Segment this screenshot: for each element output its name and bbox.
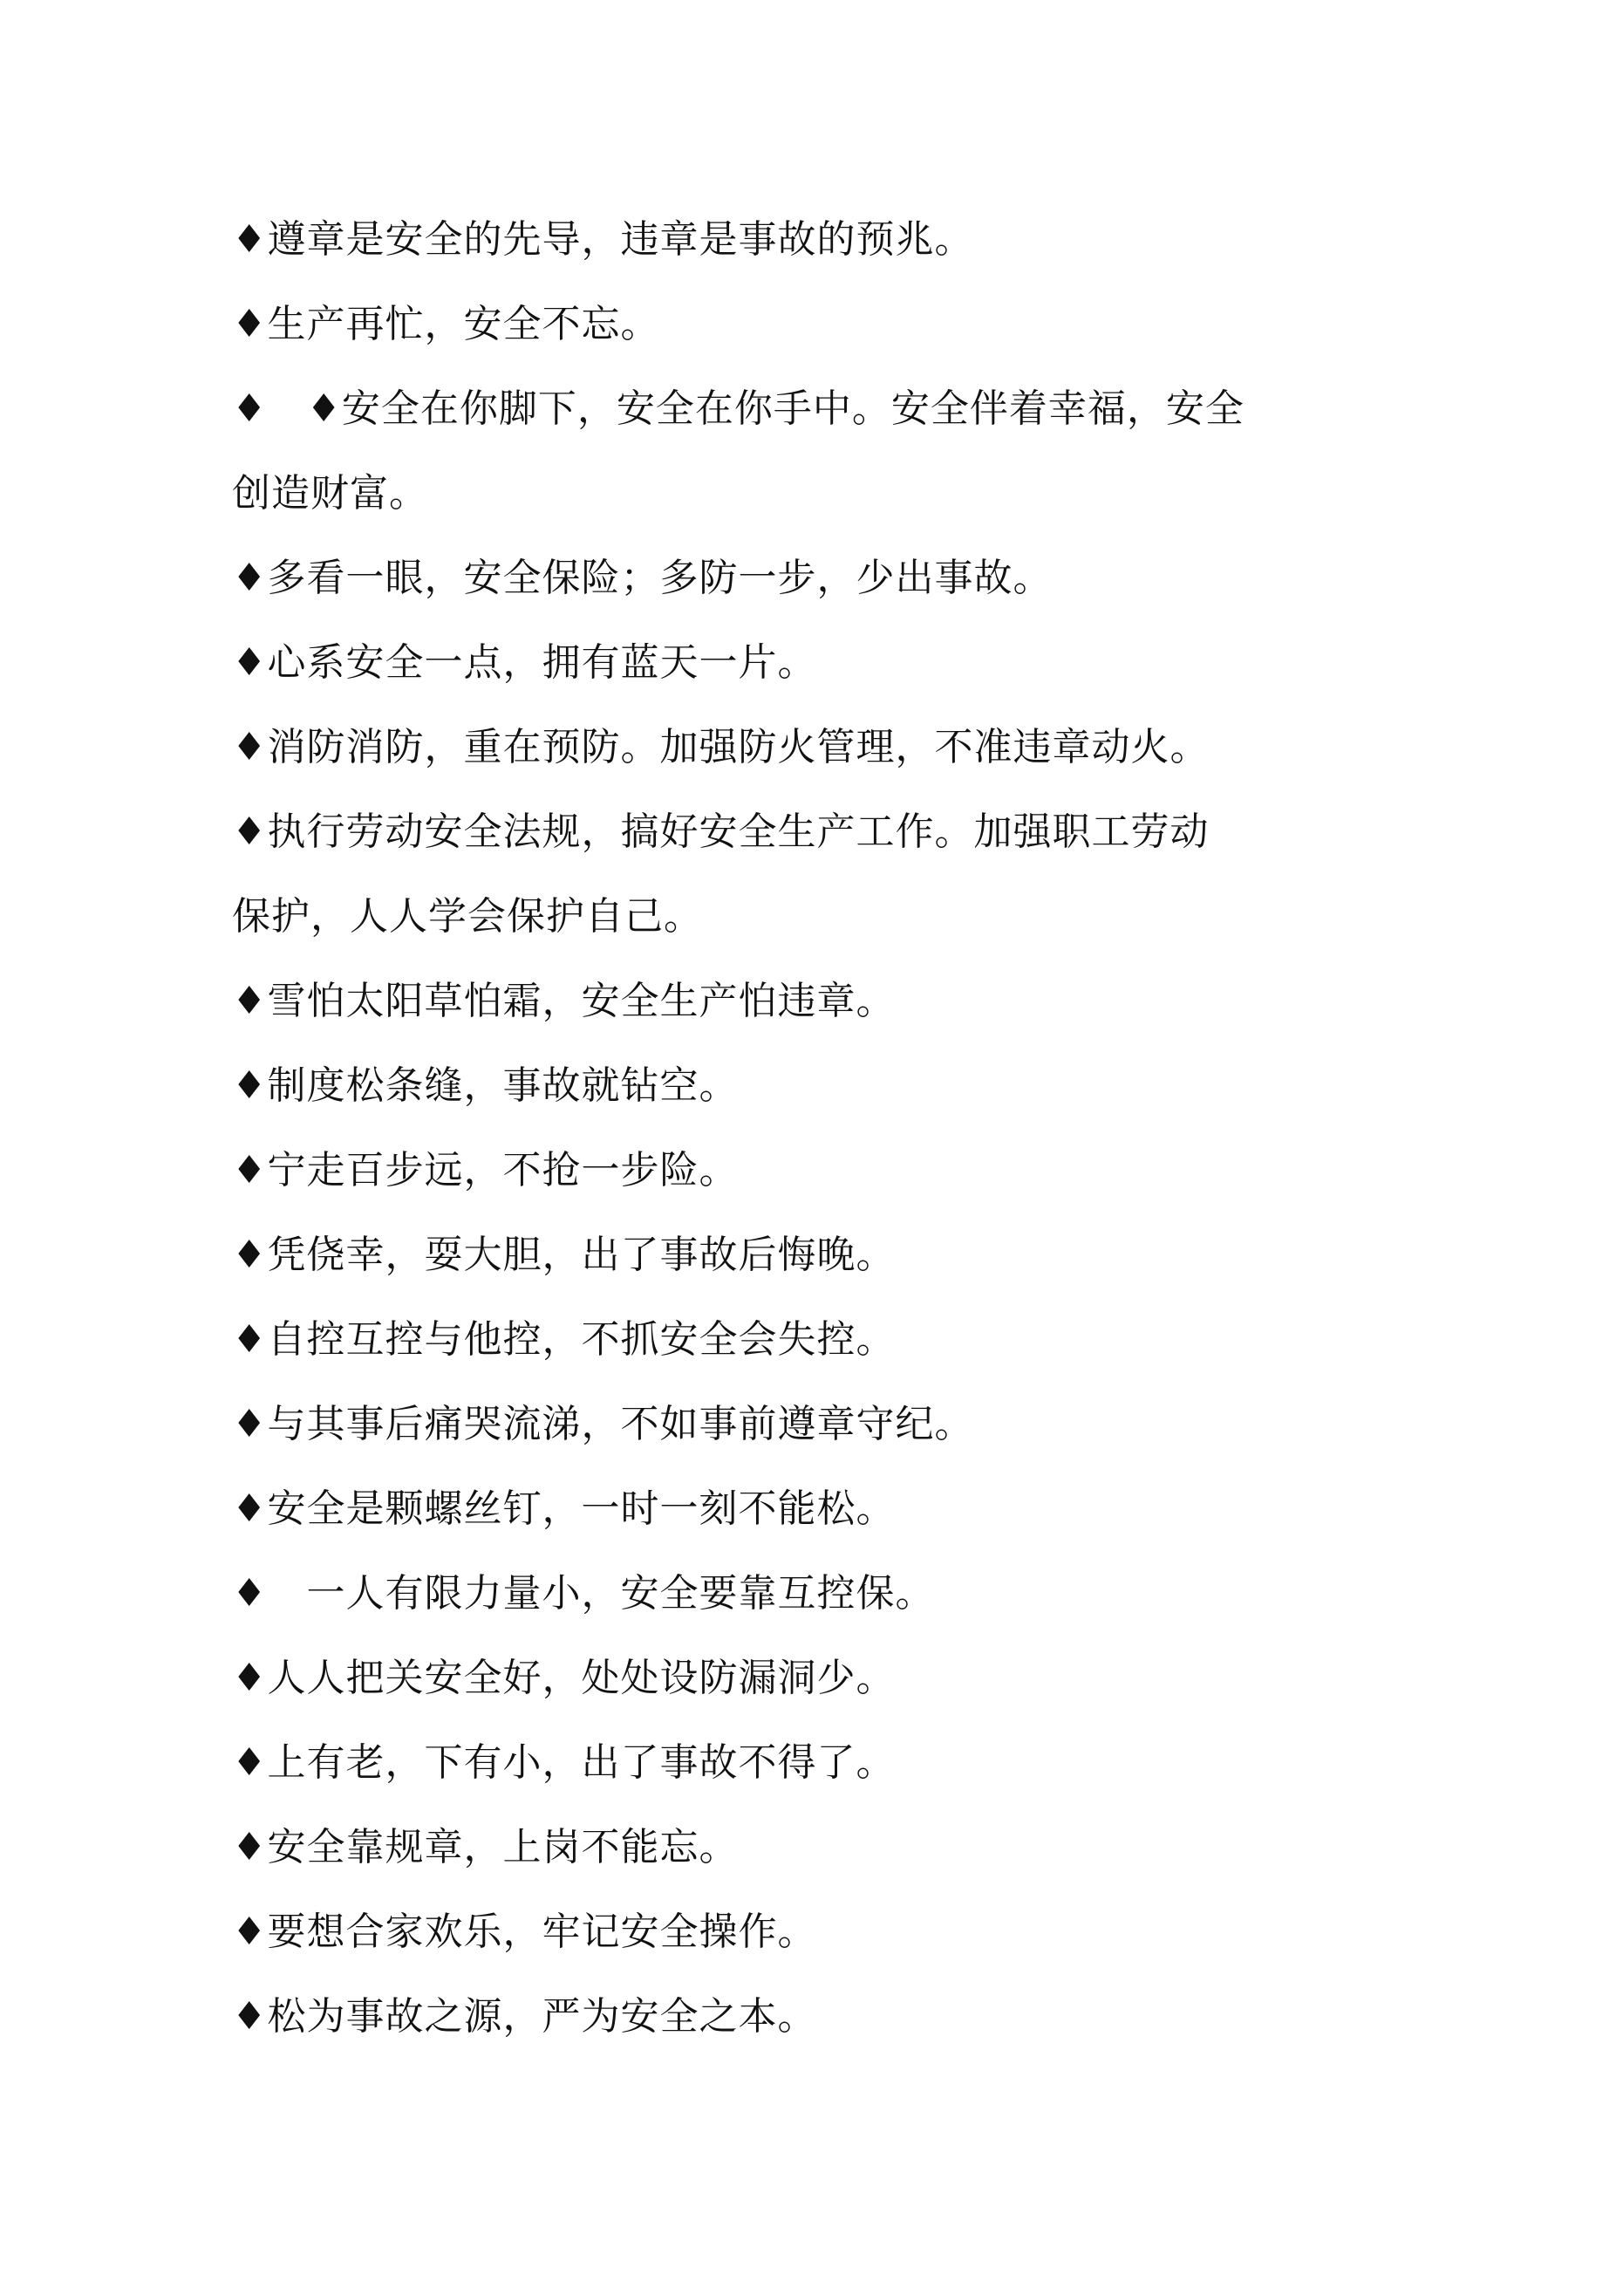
text-line: ♦遵章是安全的先导，违章是事故的预兆。 xyxy=(232,217,974,262)
text-line: ♦上有老，下有小，出了事故不得了。 xyxy=(232,1740,896,1785)
text-line: 保护，人人学会保护自己。 xyxy=(232,894,703,939)
text-line: ♦心系安全一点，拥有蓝天一片。 xyxy=(232,640,817,685)
text-line: ♦制度松条缝，事故就钻空。 xyxy=(232,1063,739,1108)
text-line: ♦要想合家欢乐，牢记安全操作。 xyxy=(232,1910,817,1954)
text-line: ♦宁走百步远，不抢一步险。 xyxy=(232,1148,739,1192)
text-line: ♦ 一人有限力量小，安全要靠互控保。 xyxy=(232,1571,935,1616)
text-line: ♦生产再忙，安全不忘。 xyxy=(232,302,660,346)
text-line: ♦与其事后痛哭流涕，不如事前遵章守纪。 xyxy=(232,1402,974,1446)
text-line: ♦人人把关安全好，处处设防漏洞少。 xyxy=(232,1656,896,1700)
text-line: ♦凭侥幸，耍大胆，出了事故后悔晚。 xyxy=(232,1233,896,1277)
text-line: ♦消防消防，重在预防。加强防火管理，不准违章动火。 xyxy=(232,725,1210,769)
text-line: ♦自控互控与他控，不抓安全会失控。 xyxy=(232,1317,896,1362)
text-line: ♦ ♦安全在你脚下，安全在你手中。安全伴着幸福，安全 xyxy=(232,386,1245,431)
text-line: ♦安全是颗螺丝钉，一时一刻不能松。 xyxy=(232,1486,896,1531)
text-line: 创造财富。 xyxy=(232,471,428,516)
text-line: ♦多看一眼，安全保险；多防一步，少出事故。 xyxy=(232,556,1053,600)
document-body xyxy=(232,197,1401,2059)
text-line: ♦松为事故之源，严为安全之本。 xyxy=(232,1994,817,2039)
text-line: ♦执行劳动安全法规，搞好安全生产工作。加强职工劳动 xyxy=(232,810,1210,854)
text-line: ♦雪怕太阳草怕霜，安全生产怕违章。 xyxy=(232,979,896,1023)
text-line: ♦安全靠规章，上岗不能忘。 xyxy=(232,1825,739,1869)
